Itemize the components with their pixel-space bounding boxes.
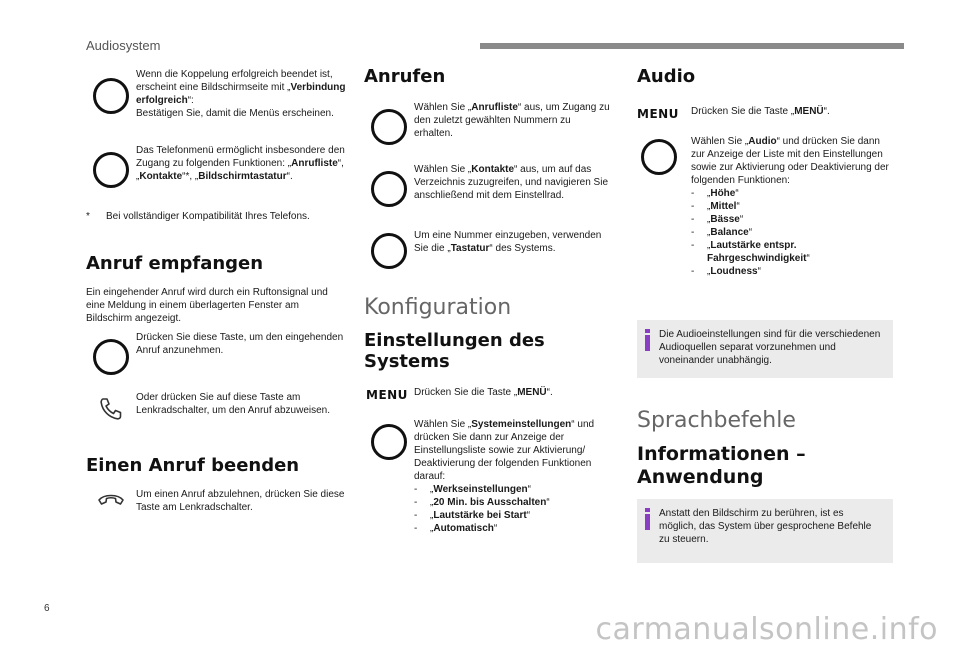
list-item: - „Höhe“ <box>691 188 739 199</box>
phone-menu-row <box>86 144 346 188</box>
accept-call-icon <box>93 339 129 375</box>
receive-intro: Ein eingehender Anruf wird durch ein Ruftonsignal und eine Meldung in einem überlagerten Fenster am Bildschirm angezeigt. <box>86 287 328 324</box>
menu-press-text: Drücken Sie die Taste „MENÜ“. <box>414 387 553 398</box>
info-box-audio: Die Audioeinstellungen sind für die verschiedenen Audioquellen separat vorzunehmen und voneinander unabhängig. <box>637 320 893 378</box>
footnote: * Bei vollständiger Kompatibilität Ihres Telefons. <box>86 211 310 222</box>
hang-up-icon <box>96 488 126 510</box>
audio-settings-icon <box>641 139 677 175</box>
accept-text: Drücken Sie diese Taste, um den eingehenden Anruf anzunehmen. <box>136 332 344 356</box>
audio-menu-text: Drücken Sie die Taste „MENÜ“. <box>691 106 830 117</box>
list-item: - „Mittel“ <box>691 201 740 212</box>
heading-audio: Audio <box>637 66 696 87</box>
page-header-title: Audiosystem <box>86 38 161 53</box>
info-box-voice: Anstatt den Bildschirm zu berühren, ist es möglich, das System über gesprochene Befehle zu steuern. <box>637 499 893 563</box>
audio-settings-text: Wählen Sie „Audio“ und drücken Sie dann zur Anzeige der Liste mit den Einstellungen sowie zur Aktivierung oder Deaktivierung der folgenden Funktionen: - „Höhe“ - „Mittel“ - „Bässe“ - „Balance“ - „Lautstärke entspr. Fahrgeschwindigkeit“ - „Loudness“ <box>691 135 893 278</box>
info-icon <box>645 508 650 530</box>
menu-button-icon: MENU <box>637 107 679 121</box>
heading-system-settings: Einstellungen des Systems <box>364 330 545 372</box>
contacts-row <box>364 163 612 207</box>
watermark: carmanualsonline.info <box>595 612 938 647</box>
audio-settings-row <box>637 135 893 278</box>
menu-press-row <box>364 386 612 404</box>
list-item: - „Bässe“ <box>691 214 744 225</box>
phone-menu-text: Das Telefonmenü ermöglicht insbesondere den Zugang zu folgenden Funktionen: „Anrufliste“, „Kontakte“*, „Bildschirmtastatur“. <box>136 145 345 182</box>
wheel-row <box>86 391 346 423</box>
list-item: - „20 Min. bis Ausschalten“ <box>414 497 550 508</box>
keypad-row <box>364 229 612 269</box>
info-icon <box>645 329 650 351</box>
list-item: - „Balance“ <box>691 227 753 238</box>
settings-icon <box>371 424 407 460</box>
heading-call: Anrufen <box>364 66 446 87</box>
phone-menu-icon <box>93 152 129 188</box>
system-settings-list <box>414 483 612 535</box>
audio-settings-list <box>691 187 893 278</box>
column-right <box>637 62 893 563</box>
end-call-row <box>86 488 346 514</box>
accept-row <box>86 331 346 375</box>
menu-button-icon: MENU <box>366 388 408 402</box>
list-item: - „Loudness“ <box>691 266 761 277</box>
contacts-text: Wählen Sie „Kontakte“ aus, um auf das Verzeichnis zuzugreifen, und navigieren Sie anschließend mit dem Einstellrad. <box>414 164 609 201</box>
call-history-row <box>364 101 612 145</box>
call-history-text: Wählen Sie „Anrufliste“ aus, um Zugang zu den zuletzt gewählten Nummern zu erhalten. <box>414 102 610 139</box>
heading-receive-call: Anruf empfangen <box>86 253 264 274</box>
keypad-icon <box>371 233 407 269</box>
system-settings-text: Wählen Sie „Systemeinstellungen“ und drücken Sie dann zur Anzeige der Einstellungsliste sowie zur Aktivierung/ Deaktivierung der folgenden Funktionen darauf: - „Werkseinstellungen“ - „20 Min. bis Ausschalten“ - „Lautstärke bei Start“ - „Automatisch“ <box>414 418 612 535</box>
pairing-text: Wenn die Koppelung erfolgreich beendet ist, erscheint eine Bildschirmseite mit „Verbindung erfolgreich“: Bestätigen Sie, damit die Menüs erscheinen. <box>136 69 346 119</box>
heading-info-application: Informationen – Anwendung <box>637 443 806 488</box>
list-item: - „Lautstärke bei Start“ <box>414 510 531 521</box>
system-settings-row <box>364 418 612 535</box>
call-history-icon <box>371 109 407 145</box>
keypad-text: Um eine Nummer einzugeben, verwenden Sie die „Tastatur“ des Systems. <box>414 230 602 254</box>
heading-end-call: Einen Anruf beenden <box>86 455 300 476</box>
header-bar <box>480 43 904 49</box>
wheel-text: Oder drücken Sie auf diese Taste am Lenkradschalter, um den Anruf abzuweisen. <box>136 392 331 416</box>
end-call-text: Um einen Anruf abzulehnen, drücken Sie diese Taste am Lenkradschalter. <box>136 489 345 513</box>
contacts-icon <box>371 171 407 207</box>
list-item: - „Automatisch“ <box>414 523 498 534</box>
page-number: 6 <box>44 603 50 614</box>
pairing-success-icon <box>93 78 129 114</box>
column-left <box>86 62 346 514</box>
list-item: - „Werkseinstellungen“ <box>414 484 531 495</box>
audio-menu-row <box>637 105 893 123</box>
pairing-row <box>86 68 346 120</box>
section-configuration: Konfiguration <box>364 295 512 320</box>
column-middle <box>364 62 612 535</box>
phone-handset-icon <box>97 395 125 423</box>
section-voice-commands: Sprachbefehle <box>637 408 796 433</box>
list-item: - „Lautstärke entspr. Fahrgeschwindigkeit“ <box>691 240 810 264</box>
